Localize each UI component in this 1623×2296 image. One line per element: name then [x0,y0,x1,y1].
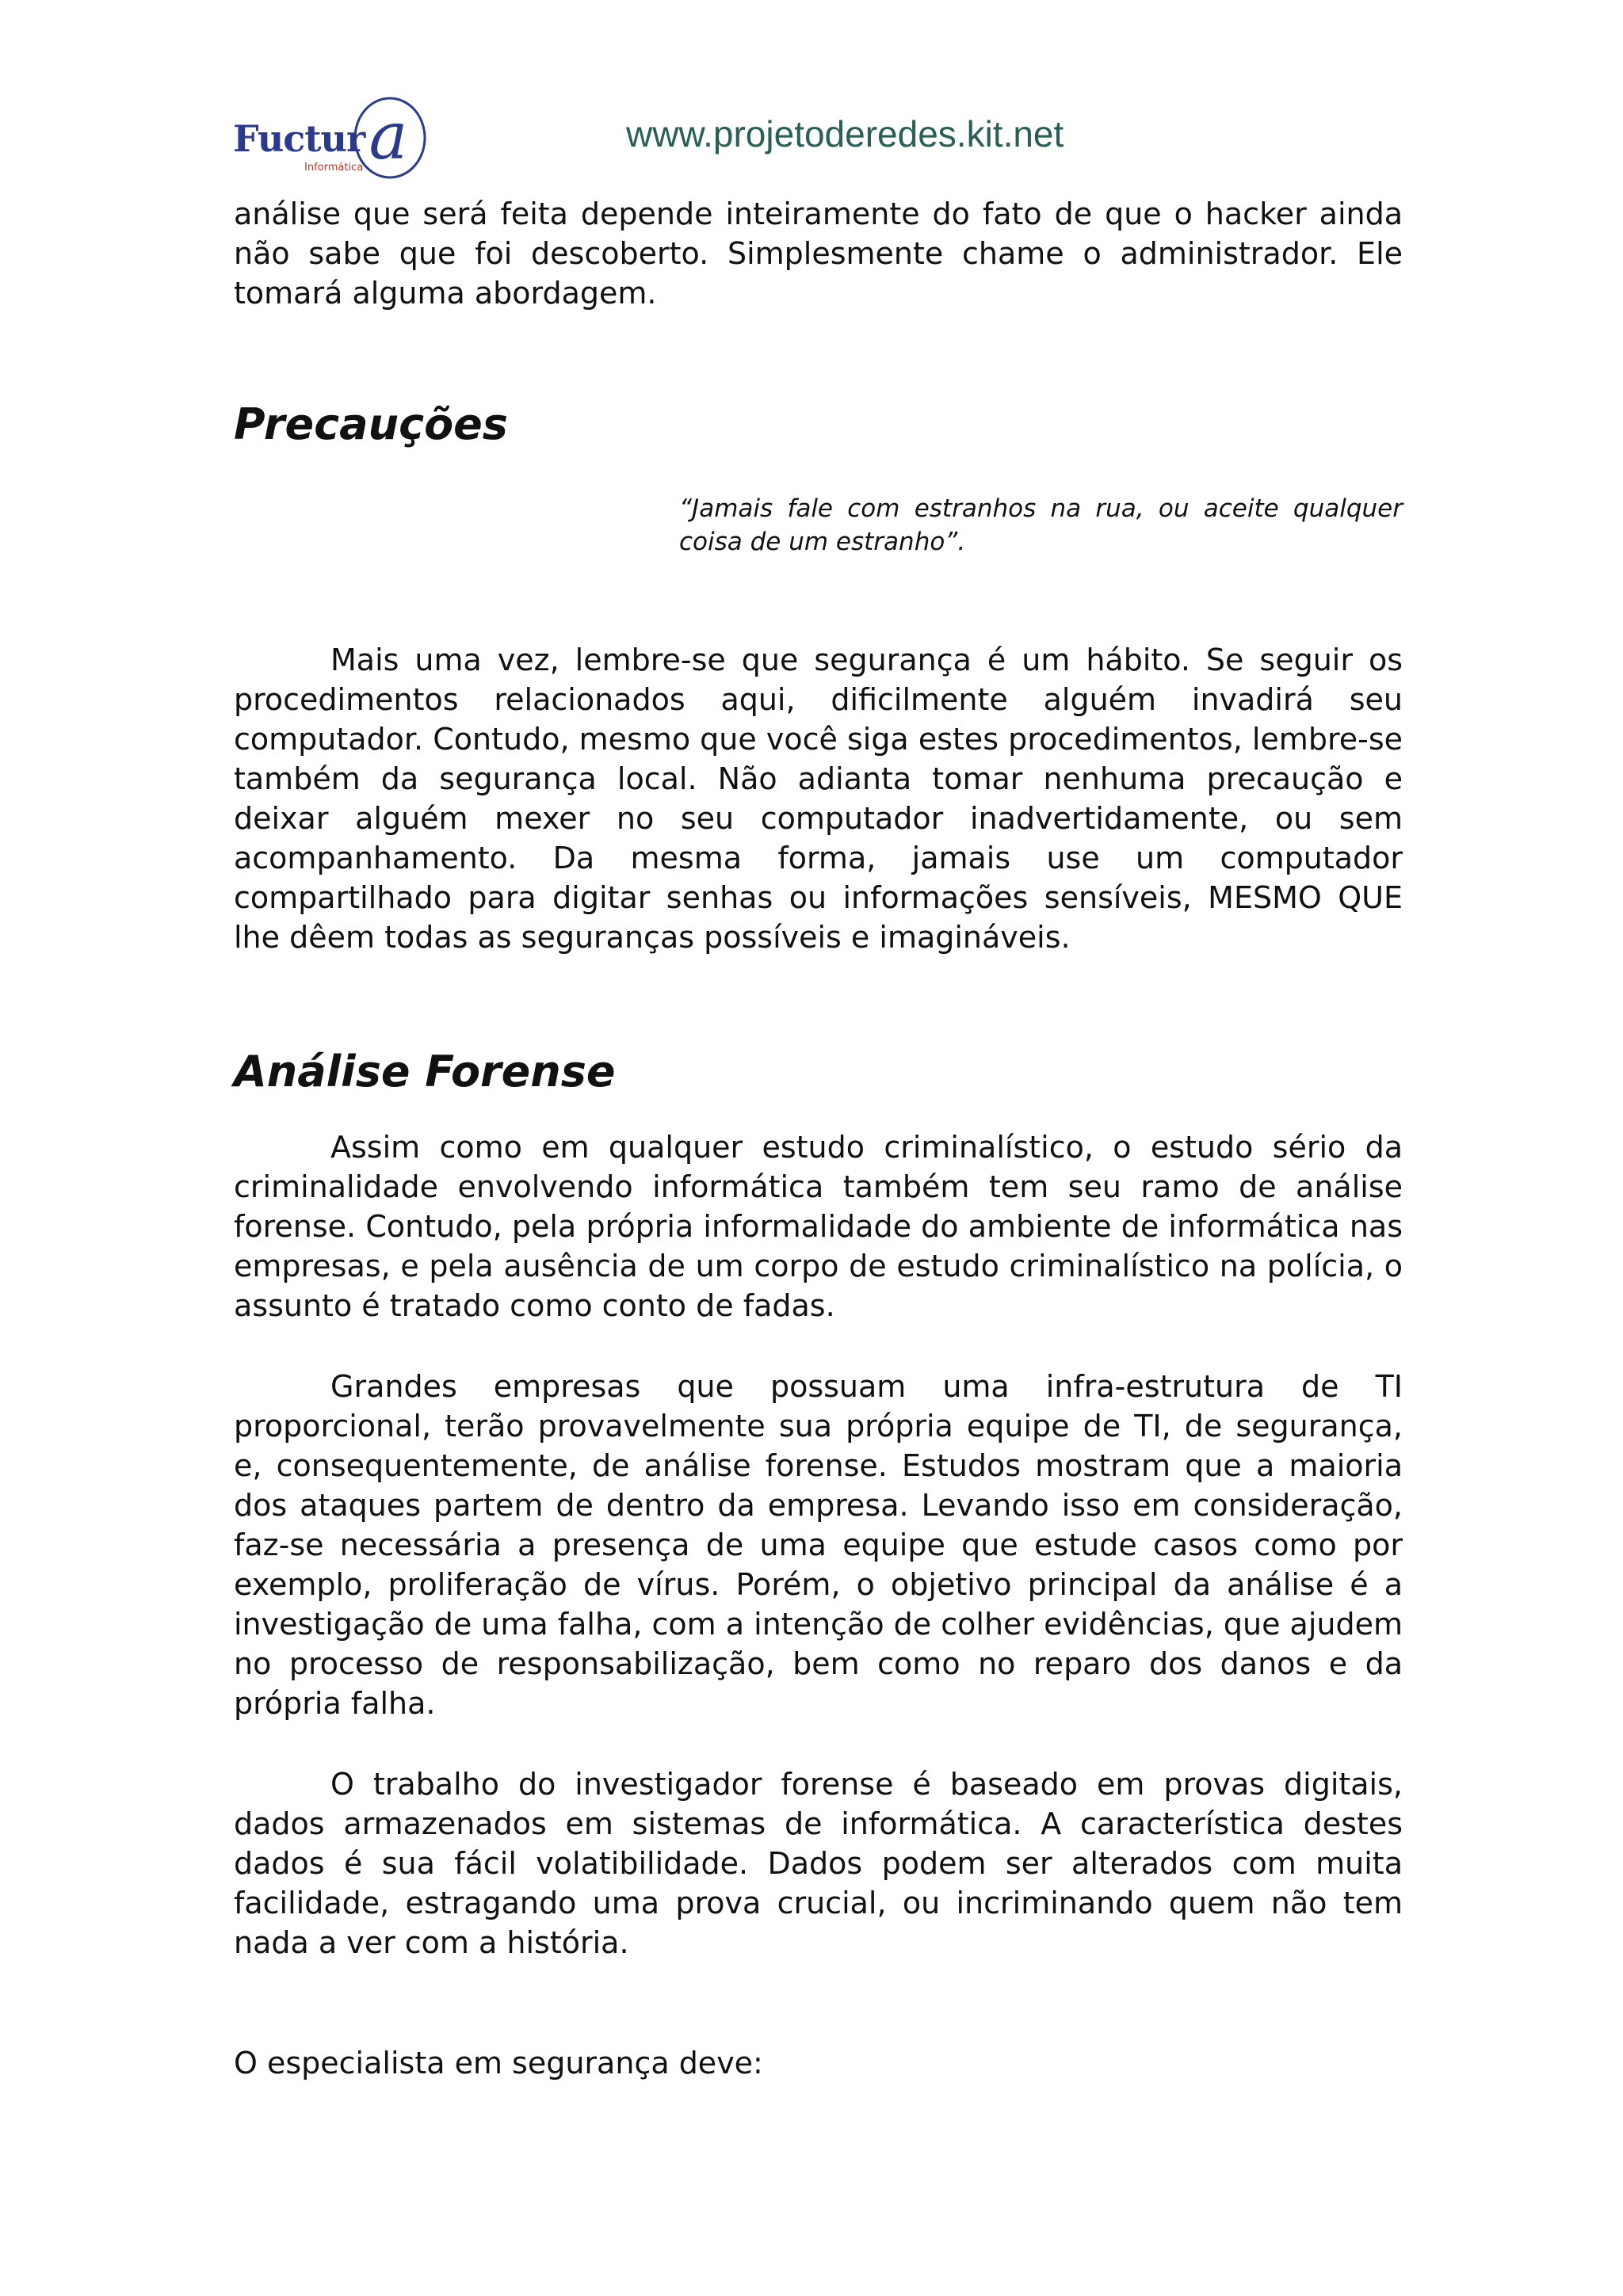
document-body [234,194,1403,2083]
section-title-analise-forense: Análise Forense [234,1047,616,1097]
at-sign-icon [349,93,428,181]
svg-text:a: a [369,99,408,174]
especialista-line: O especialista em segurança deve: [234,2046,763,2081]
section-title-precaucoes: Precauções [234,399,508,449]
logo-text: Fuctur [233,117,365,160]
site-url: www.projetoderedes.kit.net [626,113,1064,154]
precaucoes-paragraph: Mais uma vez, lembre-se que segurança é um hábito. Se seguir os procedimentos relacionados aqui, dificilmente alguém invadirá seu computador. Contudo, mesmo que você siga estes procedimentos, lembre-se também da segurança local. Não adianta tomar nenhuma precaução e deixar alguém mexer no seu computador inadvertidamente, ou sem acompanhamento. Da mesma forma, jamais use um computador compartilhado para digitar senhas ou informações sensíveis, MESMO QUE lhe dêem todas as seguranças possíveis e imagináveis. [234,643,1403,955]
forense-paragraph-2: Grandes empresas que possuam uma infra-estrutura de TI proporcional, terão provavelmente sua própria equipe de TI, de segurança, e, consequentemente, de análise forense. Estudos mostram que a maioria dos ataques partem de dentro da empresa. Levando isso em consideração, faz-se necessária a presença de uma equipe que estude casos como por exemplo, proliferação de vírus. Porém, o objetivo principal da análise é a investigação de uma falha, com a intenção de colher evidências, que ajudem no processo de responsabilização, bem como no reparo dos danos e da própria falha. [234,1369,1403,1721]
intro-paragraph: análise que será feita depende inteiramente do fato de que o hacker ainda não sabe que foi descoberto. Simplesmente chame o administrador. Ele tomará alguma abordagem. [234,196,1403,311]
company-logo [230,93,428,181]
logo-subtext: Informática [304,162,364,174]
forense-paragraph-1: Assim como em qualquer estudo criminalístico, o estudo sério da criminalidade envolvendo informática também tem seu ramo de análise forense. Contudo, pela própria informalidade do ambiente de informática nas empresas, e pela ausência de um corpo de estudo criminalístico na polícia, o assunto é tratado como conto de fadas. [234,1130,1403,1323]
page-header [230,93,1411,189]
epigraph-quote: “Jamais fale com estranhos na rua, ou aceite qualquer coisa de um estranho”. [679,494,1403,556]
forense-paragraph-3: O trabalho do investigador forense é baseado em provas digitais, dados armazenados em sistemas de informática. A característica destes dados é sua fácil volatibilidade. Dados podem ser alterados com muita facilidade, estragando uma prova crucial, ou incriminando quem não tem nada a ver com a história. [234,1767,1403,1960]
